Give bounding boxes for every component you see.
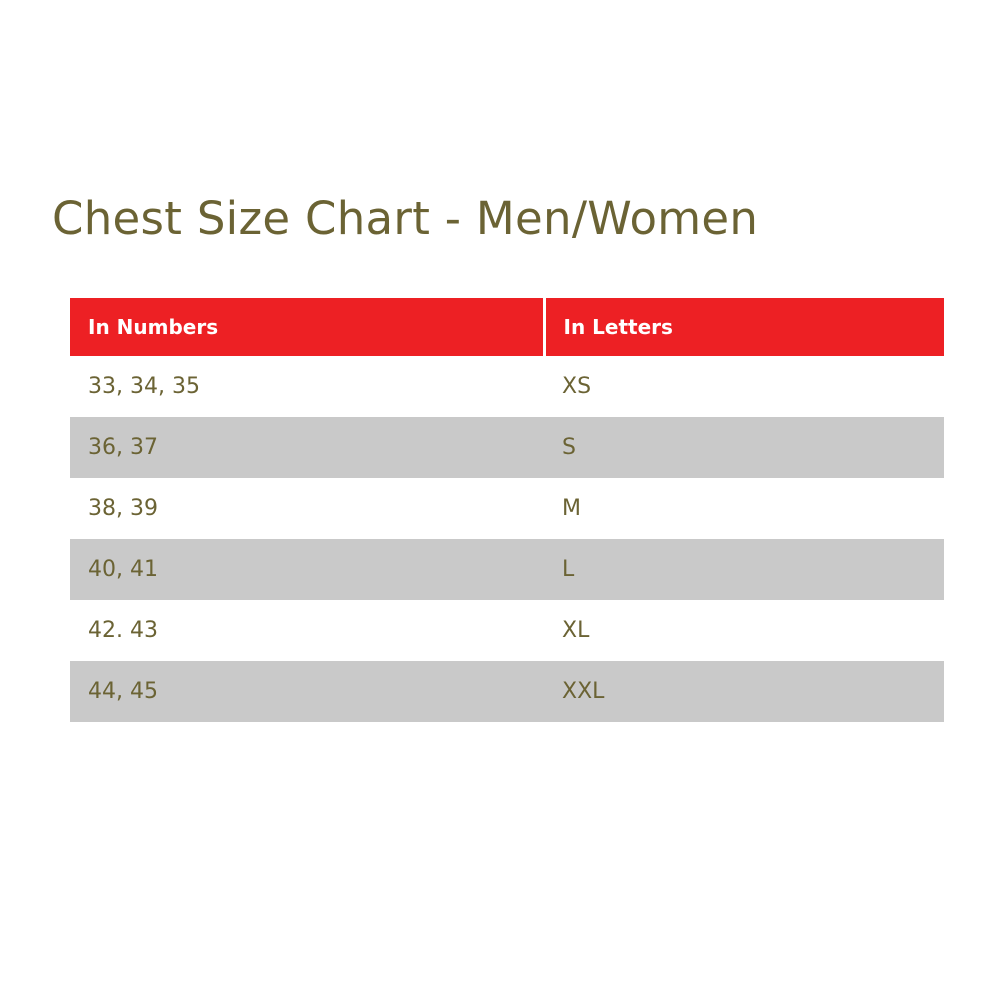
cell-letters: S: [544, 417, 944, 478]
table-row: [70, 356, 944, 417]
table-row: [70, 539, 944, 600]
cell-letters: XS: [544, 356, 944, 417]
column-header-in-letters: In Letters: [544, 298, 944, 356]
cell-letters: XL: [544, 600, 944, 661]
cell-numbers: 33, 34, 35: [70, 356, 544, 417]
cell-numbers: 42. 43: [70, 600, 544, 661]
cell-letters: XXL: [544, 661, 944, 722]
table-row: [70, 661, 944, 722]
cell-letters: L: [544, 539, 944, 600]
cell-numbers: 38, 39: [70, 478, 544, 539]
page-title: Chest Size Chart - Men/Women: [52, 192, 759, 245]
cell-numbers: 40, 41: [70, 539, 544, 600]
cell-letters: M: [544, 478, 944, 539]
table-row: [70, 600, 944, 661]
column-header-in-numbers: In Numbers: [70, 298, 544, 356]
table-body: [70, 356, 944, 722]
table-header-row: [70, 298, 944, 356]
table-row: [70, 478, 944, 539]
cell-numbers: 36, 37: [70, 417, 544, 478]
table-row: [70, 417, 944, 478]
chest-size-table: [70, 298, 944, 722]
table-header: [70, 298, 944, 356]
cell-numbers: 44, 45: [70, 661, 544, 722]
